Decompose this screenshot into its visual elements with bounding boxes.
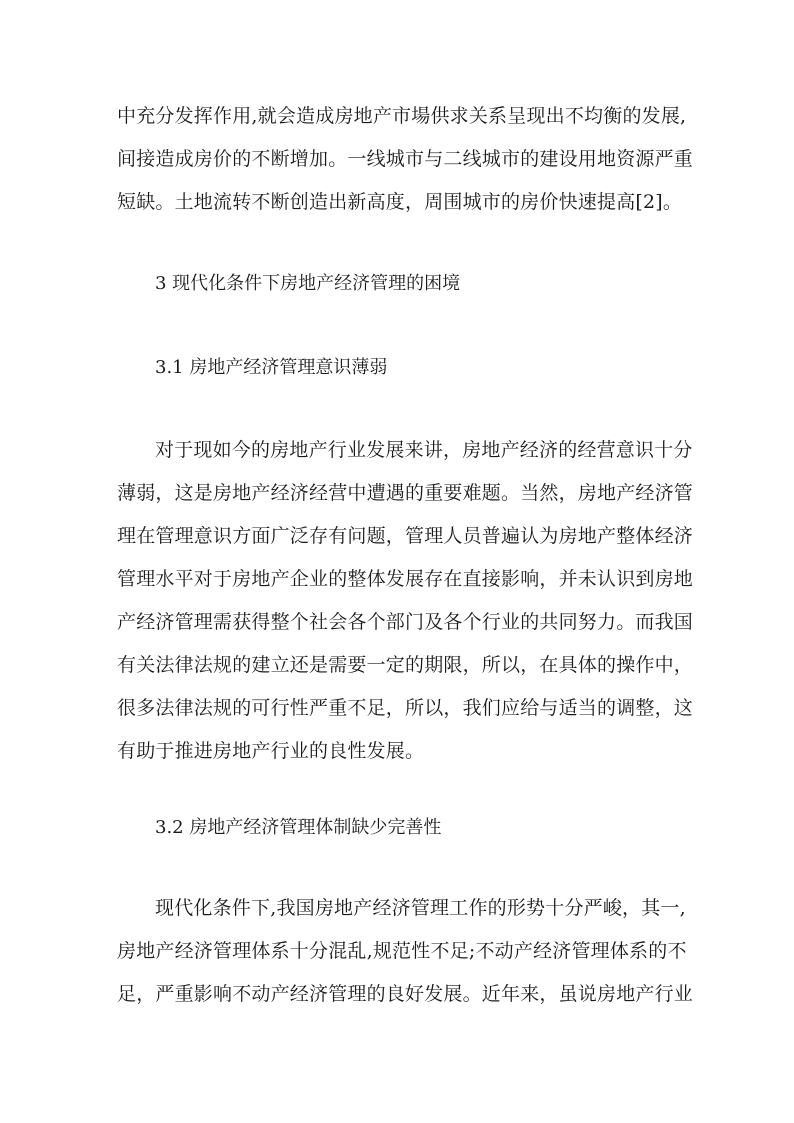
section-heading-3-1: 3.1 房地产经济管理意识薄弱 — [155, 357, 388, 378]
paragraph-2-line: 产经济管理需获得整个社会各个部门及各个行业的共同努力。而我国 — [117, 611, 694, 633]
paragraph-2-line: 薄弱，这是房地产经济经营中遭遇的重要难题。当然，房地产经济管 — [117, 482, 694, 504]
paragraph-2-line: 有关法律法规的建立还是需要一定的期限，所以，在具体的操作中， — [117, 654, 694, 676]
paragraph-3-line: 现代化条件下,我国房地产经济管理工作的形势十分严峻，其一, — [155, 897, 686, 919]
section-heading-3: 3 现代化条件下房地产经济管理的困境 — [155, 273, 461, 294]
paragraph-2-line: 有助于推进房地产行业的良性发展。 — [117, 740, 425, 762]
paragraph-1-line: 间接造成房价的不断增加。一线城市与二线城市的建设用地资源严重 — [117, 148, 694, 170]
paragraph-2-line: 很多法律法规的可行性严重不足，所以，我们应给与适当的调整，这 — [117, 697, 694, 719]
paragraph-2-line: 理在管理意识方面广泛存有问题，管理人员普遍认为房地产整体经济 — [117, 525, 694, 547]
paragraph-3-line: 足，严重影响不动产经济管理的良好发展。近年来，虽说房地产行业 — [117, 983, 694, 1005]
paragraph-1-line: 中充分发挥作用,就会造成房地产市場供求关系呈现出不均衡的发展, — [117, 105, 687, 127]
paragraph-2-line: 对于现如今的房地产行业发展来讲，房地产经济的经营意识十分 — [155, 439, 693, 461]
paragraph-2-line: 管理水平对于房地产企业的整体发展存在直接影响，并未认识到房地 — [117, 568, 694, 590]
section-heading-3-2: 3.2 房地产经济管理体制缺少完善性 — [155, 817, 442, 838]
paragraph-3-line: 房地产经济管理体系十分混乱,规范性不足;不动产经济管理体系的不 — [117, 940, 687, 962]
paragraph-1-line: 短缺。土地流转不断创造出新高度，周围城市的房价快速提高[2]。 — [117, 191, 683, 213]
